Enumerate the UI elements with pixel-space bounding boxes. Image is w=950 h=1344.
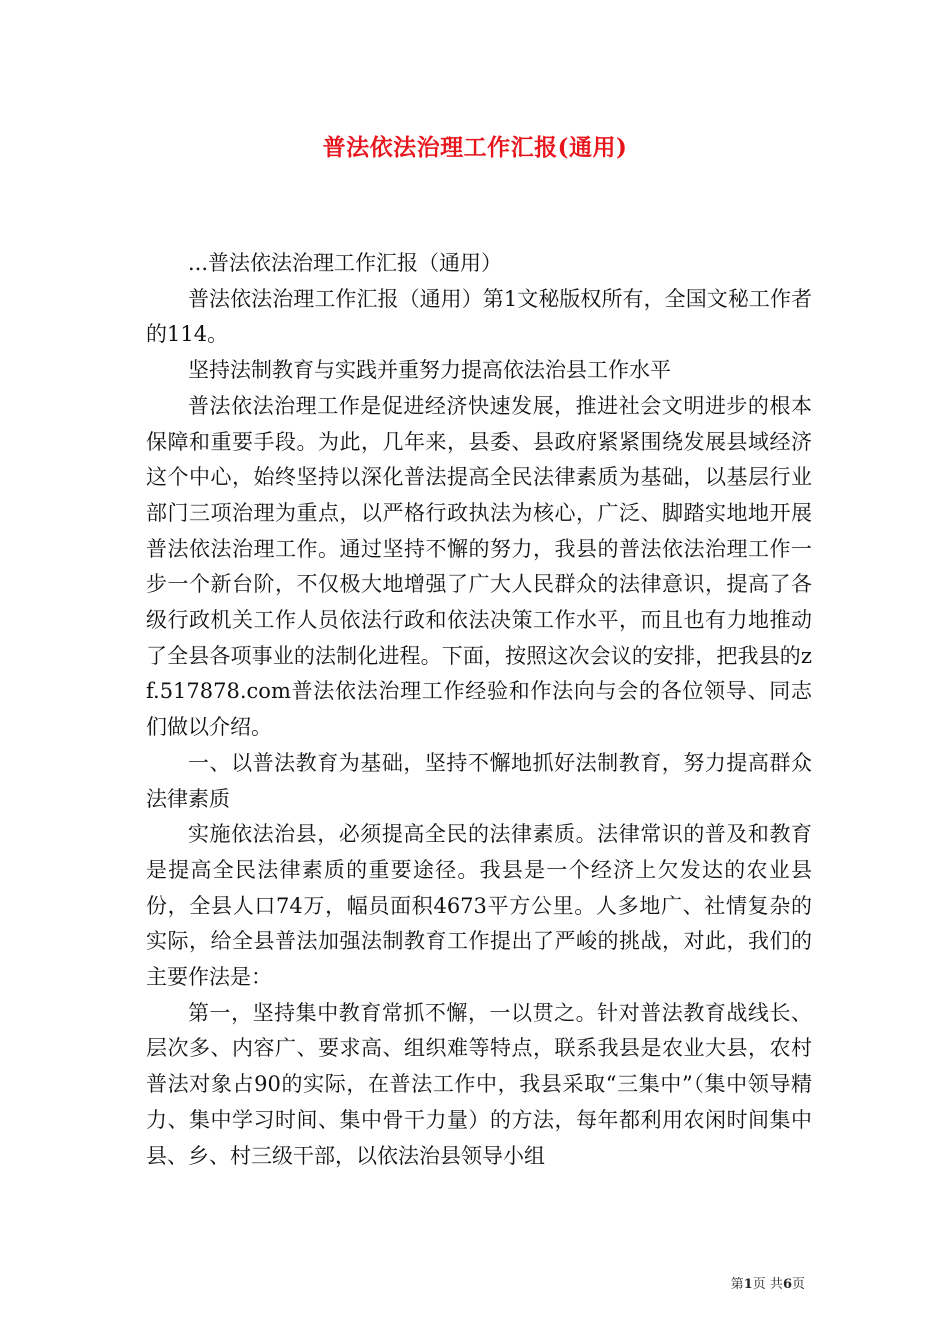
paragraph-copyright: 普法依法治理工作汇报（通用）第1文秘版权所有，全国文秘工作者的114。 xyxy=(146,286,812,347)
footer-prefix: 第 xyxy=(730,1277,744,1292)
paragraph-section-one-heading: 一、以普法教育为基础，坚持不懈地抓好法制教育，努力提高群众法律素质 xyxy=(146,750,812,811)
footer-suffix: 页 xyxy=(791,1277,805,1292)
paragraph-first-measure: 第一，坚持集中教育常抓不懈，一以贯之。针对普法教育战线长、层次多、内容广、要求高、组织难等特点，联系我县是农业大县，农村普法对象占90的实际，在普法工作中，我县采取“三集中”（集中领导精力、集中学习时间、集中骨干力量）的方法，每年都利用农闲时间集中县、乡、村三级干部，以依法治县领导小组 xyxy=(146,1000,812,1168)
paragraph-overview: 普法依法治理工作是促进经济快速发展，推进社会文明进步的根本保障和重要手段。为此，几年来，县委、县政府紧紧围绕发展县域经济这个中心，始终坚持以深化普法提高全民法律素质为基础，以基层行业部门三项治理为重点，以严格行政执法为核心，广泛、脚踏实地地开展普法依法治理工作。通过坚持不懈的努力，我县的普法依法治理工作一步一个新台阶，不仅极大地增强了广大人民群众的法律意识，提高了各级行政机关工作人员依法行政和依法决策工作水平，而且也有力地推动了全县各项事业的法制化进程。下面，按照这次会议的安排，把我县的zf.517878.com普法依法治理工作经验和作法向与会的各位领导、同志们做以介绍。 xyxy=(146,393,812,740)
footer-current-page: 1 xyxy=(743,1277,753,1292)
paragraph-section-one-body: 实施依法治县，必须提高全民的法律素质。法律常识的普及和教育是提高全民法律素质的重要途径。我县是一个经济上欠发达的农业县份，全县人口74万，幅员面积4673平方公里。人多地广、社情复杂的实际，给全县普法加强法制教育工作提出了严峻的挑战，对此，我们的主要作法是： xyxy=(146,822,812,990)
document-body xyxy=(146,246,812,1174)
footer-total-pages: 6 xyxy=(782,1277,792,1292)
paragraph-intro: ...普法依法治理工作汇报（通用） xyxy=(188,251,503,275)
footer-middle: 页 共 xyxy=(752,1277,783,1292)
paragraph-subtitle: 坚持法制教育与实践并重努力提高依法治县工作水平 xyxy=(188,358,671,383)
page-number-footer xyxy=(731,1276,805,1294)
document-title: 普法依法治理工作汇报(通用) xyxy=(322,134,628,161)
